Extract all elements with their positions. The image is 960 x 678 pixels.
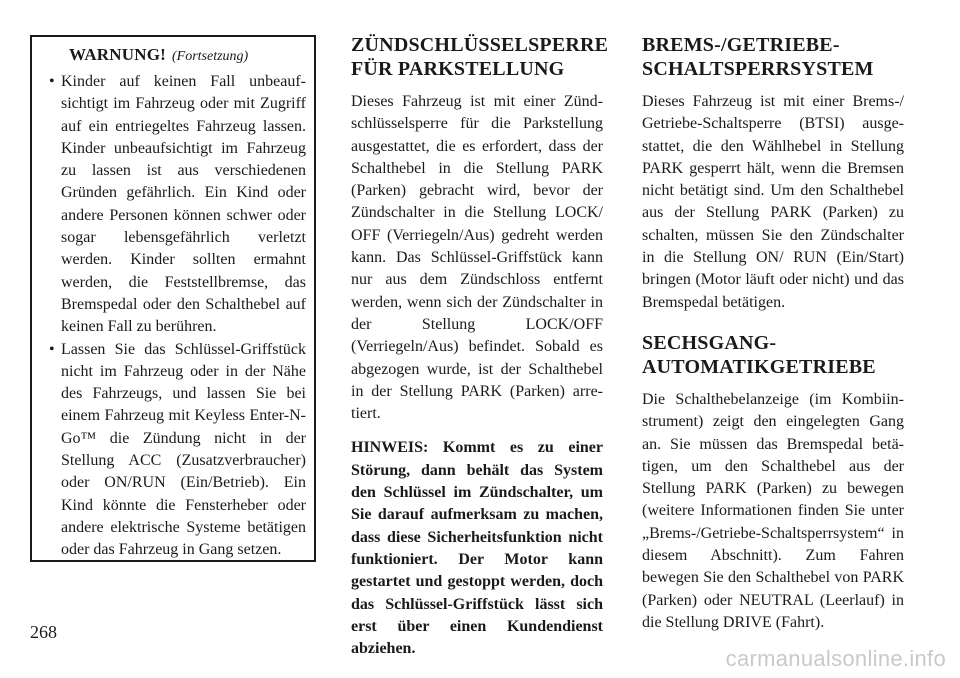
column-ignition-lock — [351, 33, 609, 660]
watermark: carmanualsonline.info — [725, 646, 946, 671]
section-heading-btsi — [642, 33, 904, 81]
heading-line: ZÜNDSCHLÜSSELSPERRE — [351, 34, 609, 56]
warning-box — [30, 35, 316, 562]
ignition-lock-note: HINWEIS: Kommt es zu einer Störung, dann behält das System den Schlüssel im Zündschalter, um Sie darauf aufmerksam zu machen, dass diese Sicherheitsfunktion nicht funktioniert. Der Motor kann gestartet und gestoppt werden, doch das Schlüssel-Griffstück lässt sich erst über einen Kundendienst abziehen. — [351, 439, 603, 658]
page-number: 268 — [30, 622, 57, 642]
warning-title: WARNUNG! — [69, 45, 166, 64]
warning-bullet-children: • Kinder auf keinen Fall unbeaufsichtigt im Fahrzeug oder mit Zugriff auf ein entriegeltes Fahrzeug lassen. Kinder unbeaufsichtigt im Fahrzeug zu lassen ist aus verschiedenen Gründen gefährlich. Ein Kind oder andere Personen können schwer oder sogar lebensgefährlich verletzt werden. Kinder sollten ermahnt werden, die Feststellbremse, das Bremspedal oder den Schalthebel auf keinen Fall zu berühren. — [41, 71, 306, 339]
six-speed-body: Die Schalthebelanzeige (im Kombiinstrument) zeigt den eingelegten Gang an. Sie müssen das Bremspedal betätigen, um den Schalthebel aus der Stellung PARK (Parken) zu bewegen (weitere Informationen finden Sie unter „Brems-/Getriebe-Schaltsperrsystem“ in diesem Abschnitt). Zum Fahren bewegen Sie den Schalthebel von PARK (Parken) oder NEUTRAL (Leerlauf) in die Stellung DRIVE (Fahrt). — [642, 390, 904, 631]
warning-bullet-key: • Lassen Sie das Schlüssel-Griffstück nicht im Fahrzeug oder in der Nähe des Fahrzeugs, und lassen Sie bei einem Fahrzeug mit Keyless Enter-N-Go™ die Zündung nicht in der Stellung ACC (Zusatzverbraucher) oder ON/RUN (Ein/Betrieb). Ein Kind könnte die Fensterheber oder andere elektrische Systeme betätigen oder das Fahrzeug in Gang setzen. — [41, 339, 306, 562]
heading-line: SCHALTSPERRSYSTEM — [642, 58, 874, 80]
heading-line: BREMS-/GETRIEBE- — [642, 34, 840, 56]
column-transmission — [642, 33, 904, 634]
warning-header — [69, 44, 306, 68]
heading-line: SECHSGANG- — [642, 331, 777, 354]
ignition-lock-body: Dieses Fahrzeug ist mit einer Zündschlüsselsperre für die Parkstellung ausgestattet, die es erfordert, dass der Schalthebel in die Stellung PARK (Parken) gebracht wird, bevor der Zündschalter in die Stellung LOCK/ OFF (Verriegeln/Aus) gedreht werden kann. Das Schlüssel-Griffstück kann nur aus dem Zündschloss entfernt werden, wenn sich der Zündschalter in der Stellung LOCK/OFF (Verriegeln/Aus) befindet. Sobald es abgezogen wurde, ist der Schalthebel in der Stellung PARK (Parken) arretiert. — [351, 93, 603, 423]
heading-line: AUTOMATIKGETRIEBE — [642, 355, 876, 378]
warning-subtitle: (Fortsetzung) — [171, 49, 249, 64]
section-heading-six-speed — [642, 331, 904, 379]
heading-line: FÜR PARKSTELLUNG — [351, 58, 565, 80]
btsi-body: Dieses Fahrzeug ist mit einer Brems-/ Getriebe-Schaltsperre (BTSI) ausgestattet, die den Wählhebel in Stellung PARK gesperrt hält, wenn die Bremsen nicht betätigt sind. Um den Schalthebel aus der Stellung PARK (Parken) zu schalten, müssen Sie den Zündschalter in die Stellung ON/ RUN (Ein/Start) bringen (Motor läuft oder nicht) und das Bremspedal betätigen. — [642, 93, 904, 311]
section-heading-ignition-lock — [351, 33, 609, 81]
